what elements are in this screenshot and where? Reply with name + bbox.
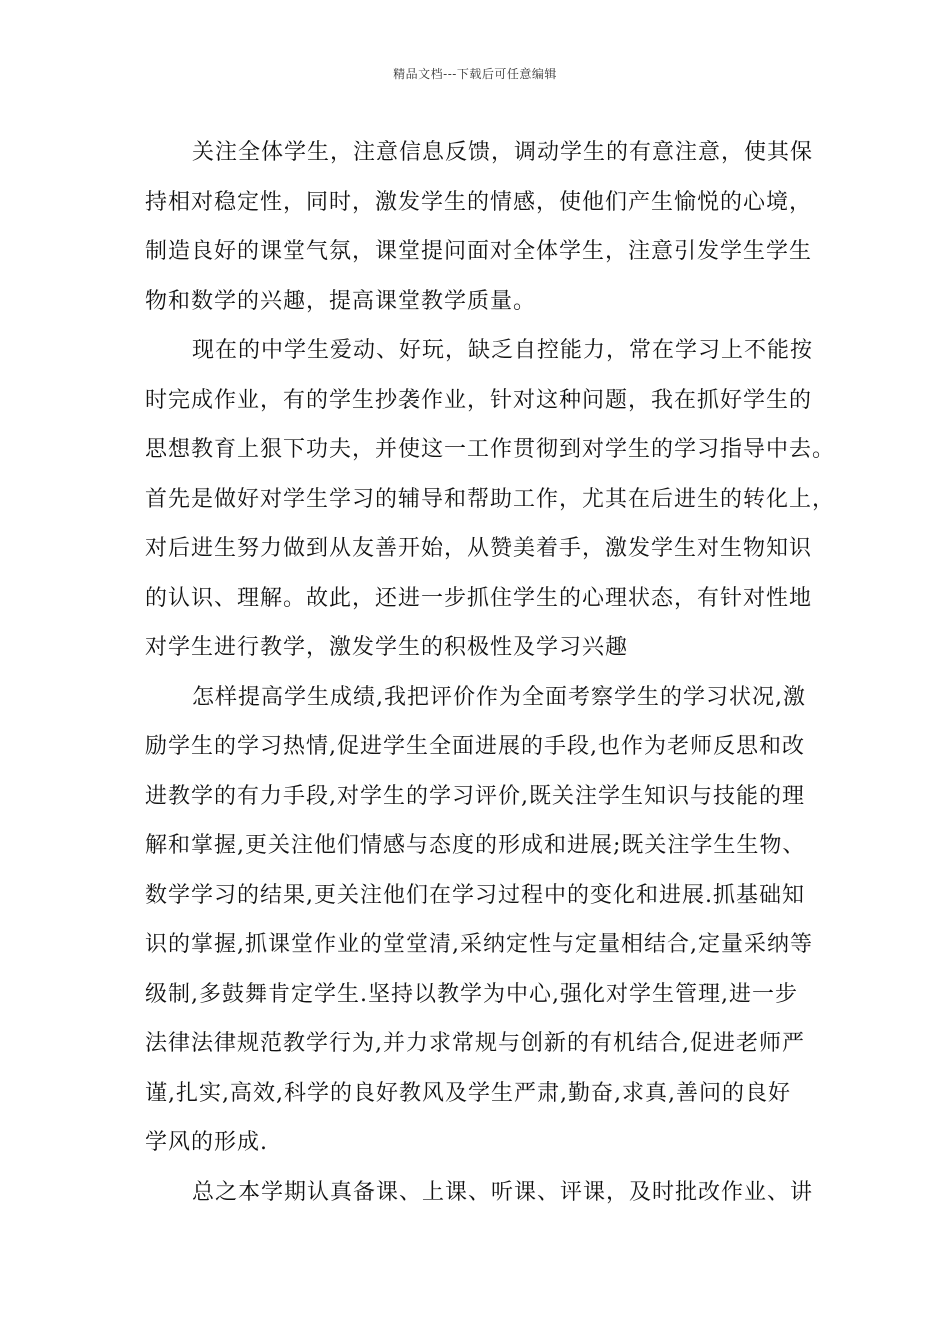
text-line: 思想教育上狠下功夫，并使这一工作贯彻到对学生的学习指导中去。 xyxy=(145,437,836,462)
text-line: 对后进生努力做到从友善开始，从赞美着手，激发学生对生物知识 xyxy=(145,536,813,561)
text-line: 首先是做好对学生学习的辅导和帮助工作，尤其在后进生的转化上， xyxy=(145,486,836,512)
text-line: 制造良好的课堂气氛，课堂提问面对全体学生，注意引发学生学生 xyxy=(145,239,813,264)
text-line: 识的掌握,抓课堂作业的堂堂清,采纳定性与定量相结合,定量采纳等 xyxy=(145,932,813,957)
text-line: 数学学习的结果,更关注他们在学习过程中的变化和进展.抓基础知 xyxy=(145,882,805,908)
text-line: 现在的中学生爱动、好玩，缺乏自控能力，常在学习上不能按 xyxy=(192,338,814,363)
paragraph-2 xyxy=(145,326,836,673)
paragraph-1 xyxy=(145,128,814,326)
text-line: 物和数学的兴趣，提高课堂教学质量。 xyxy=(145,288,537,314)
text-line: 关注全体学生，注意信息反馈，调动学生的有意注意，使其保 xyxy=(192,140,814,165)
text-line: 的认识、理解。故此，还进一步抓住学生的心理状态，有针对性地 xyxy=(145,585,813,611)
text-line: 励学生的学习热情,促进学生全面进展的手段,也作为老师反思和改 xyxy=(145,734,805,759)
page-header: 精品文档---下载后可任意编辑 xyxy=(393,67,557,81)
paragraph-3 xyxy=(145,673,813,1168)
text-line: 法律法律规范教学行为,并力求常规与创新的有机结合,促进老师严 xyxy=(145,1031,805,1056)
text-line: 学风的形成. xyxy=(145,1130,268,1155)
text-line: 级制,多鼓舞肯定学生.坚持以教学为中心,强化对学生管理,进一步 xyxy=(145,981,798,1007)
text-line: 怎样提高学生成绩,我把评价作为全面考察学生的学习状况,激 xyxy=(192,684,806,710)
text-line: 进教学的有力手段,对学生的学习评价,既关注学生知识与技能的理 xyxy=(145,783,805,809)
text-line: 对学生进行教学，激发学生的积极性及学习兴趣 xyxy=(145,635,629,660)
text-line: 总之本学期认真备课、上课、听课、评课，及时批改作业、讲 xyxy=(192,1179,814,1205)
text-line: 谨,扎实,高效,科学的良好教风及学生严肃,勤奋,求真,善问的良好 xyxy=(145,1080,791,1106)
text-line: 解和掌握,更关注他们情感与态度的形成和进展;既关注学生生物、 xyxy=(145,833,806,858)
paragraph-4 xyxy=(145,1168,814,1218)
text-line: 持相对稳定性，同时，激发学生的情感，使他们产生愉悦的心境， xyxy=(145,189,813,215)
text-line: 时完成作业，有的学生抄袭作业，针对这种问题，我在抓好学生的 xyxy=(145,387,813,413)
document-body xyxy=(145,128,836,1217)
